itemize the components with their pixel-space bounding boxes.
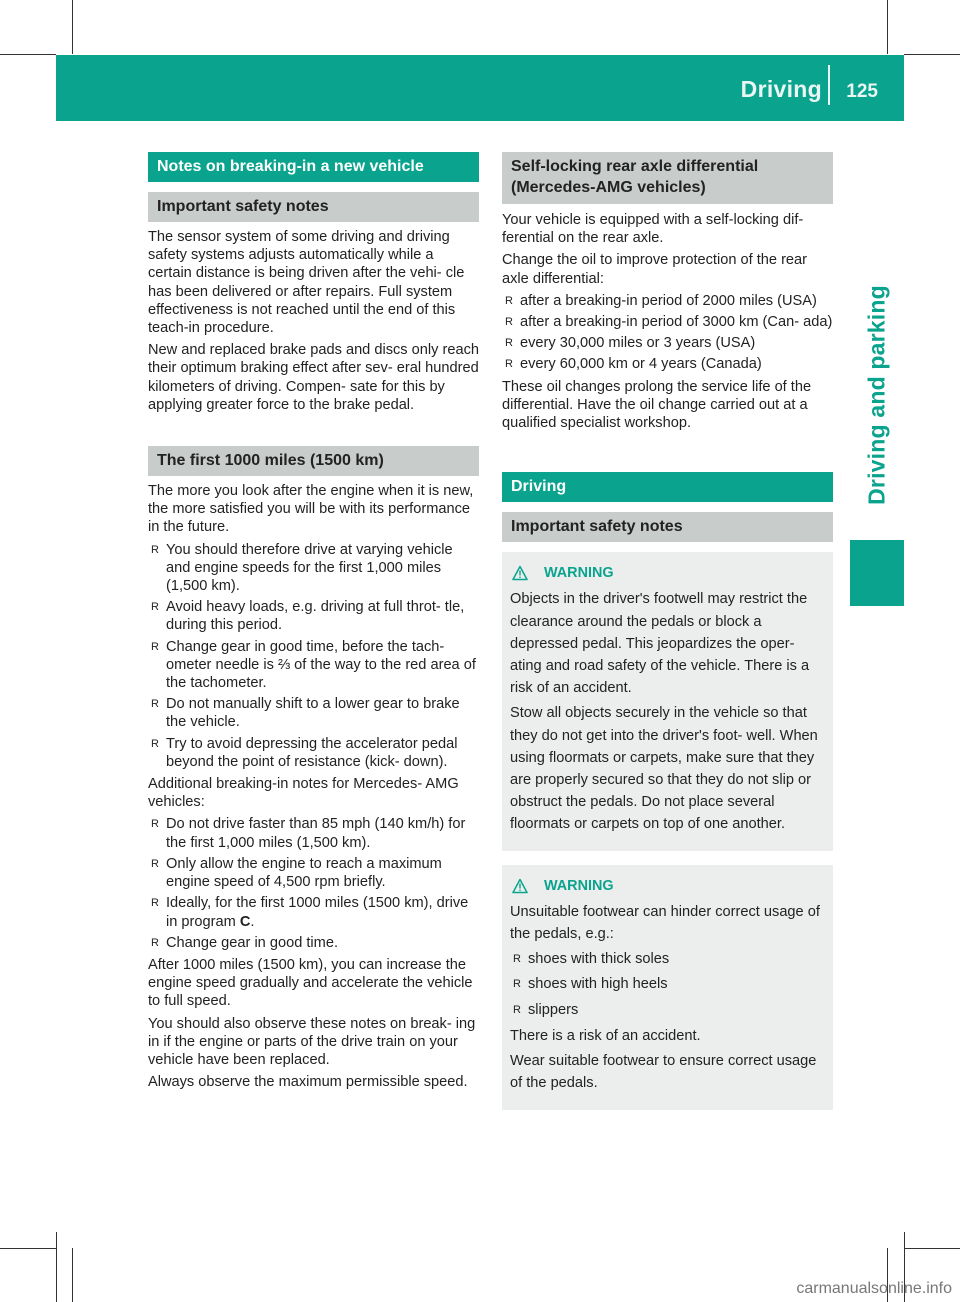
bullet-icon: R <box>505 337 513 350</box>
list-item: R every 60,000 km or 4 years (Canada) <box>505 356 762 373</box>
paragraph: Always observe the maximum permissible speed. <box>148 1074 468 1091</box>
paragraph: Your vehicle is equipped with a self-locking dif- ferential on the rear axle. <box>502 212 804 247</box>
page-number: 125 <box>846 81 878 102</box>
warning-text: Wear suitable footwear to ensure correct usage of the pedals. <box>510 1053 817 1092</box>
list-item: R Do not drive faster than 85 mph (140 km/h) for the first 1,000 miles (1,500 km). <box>151 816 466 851</box>
side-tab-marker <box>850 540 904 606</box>
bullet-icon: R <box>513 1003 521 1016</box>
bullet-list <box>502 292 833 374</box>
paragraph: New and replaced brake pads and discs only reach their optimum braking effect after sev- eral hundred kilometers of driving. Compen- sate for this by applying greater force to the brake pedal. <box>148 342 479 413</box>
list-item: R Change gear in good time, before the tach- ometer needle is ⅔ of the way to the red area of the tachometer. <box>151 638 476 692</box>
warning-text: Stow all objects securely in the vehicle so that they do not get into the driver's foot- well. When using floormats or carpets, make sure that they are properly secured so that they do not slip or obstruct the pedals. Do not place several floormats or carpets on top of one another. <box>510 705 818 833</box>
header-title: Driving <box>740 76 822 102</box>
section-title-driving: Driving <box>502 472 833 502</box>
list-item: R shoes with thick soles <box>510 948 825 970</box>
warning-text: There is a risk of an accident. <box>510 1027 701 1044</box>
warning-label: WARNING <box>544 877 614 894</box>
crop-mark <box>0 1248 56 1249</box>
warning-text: Objects in the driver's footwell may restrict the clearance around the pedals or block a depressed pedal. This jeopardizes the oper- ating and road safety of the vehicle. There is a risk of an accident. <box>510 591 810 697</box>
side-tab-label: Driving and parking <box>863 285 890 505</box>
crop-mark <box>887 0 888 54</box>
list-item: R after a breaking-in period of 3000 km (Can- ada) <box>505 314 833 331</box>
warning-label: WARNING <box>544 565 614 582</box>
bullet-icon: R <box>151 818 159 831</box>
bullet-list <box>148 815 479 951</box>
paragraph: Change the oil to improve protection of the rear axle differential: <box>502 252 808 287</box>
paragraph: The more you look after the engine when it is new, the more satisfied you will be with its performance in the future. <box>148 483 474 536</box>
page-header <box>56 55 904 121</box>
heading-important-safety-notes: Important safety notes <box>148 192 479 222</box>
bullet-icon: R <box>151 601 159 614</box>
bullet-icon: R <box>151 698 159 711</box>
list-item: R Only allow the engine to reach a maximum engine speed of 4,500 rpm briefly. <box>151 855 442 891</box>
paragraph: You should also observe these notes on break- ing in if the engine or parts of the drive train on your vehicle have been replaced. <box>148 1015 476 1068</box>
paragraph: These oil changes prolong the service life of the differential. Have the oil change carried out at a qualified specialist workshop. <box>502 378 812 432</box>
warning-triangle-icon <box>512 878 528 894</box>
crop-mark <box>56 1232 57 1302</box>
bullet-icon: R <box>151 640 159 653</box>
bullet-icon: R <box>151 897 159 910</box>
warning-box <box>502 865 833 1110</box>
section-title-breaking-in: Notes on breaking-in a new vehicle <box>148 152 479 182</box>
heading-important-safety-notes: Important safety notes <box>502 512 833 542</box>
bullet-list <box>148 541 479 771</box>
left-column <box>148 152 479 1095</box>
warning-triangle-icon <box>512 565 528 581</box>
crop-mark <box>72 1248 73 1302</box>
warning-box <box>502 552 833 850</box>
watermark: carmanualsonline.info <box>796 1280 952 1297</box>
bullet-icon: R <box>151 543 159 556</box>
bullet-list <box>510 948 825 1021</box>
heading-rear-axle-differential: Self-locking rear axle differential (Mercedes-AMG vehicles) <box>502 152 833 204</box>
list-item: R Change gear in good time. <box>151 934 338 951</box>
bullet-icon: R <box>513 978 521 991</box>
paragraph: Additional breaking-in notes for Mercedes- AMG vehicles: <box>148 776 459 811</box>
warning-header <box>510 562 825 584</box>
crop-mark <box>0 54 56 55</box>
warning-header <box>510 875 825 897</box>
bullet-icon: R <box>505 294 513 307</box>
list-item: R shoes with high heels <box>510 973 825 995</box>
bullet-icon: R <box>151 936 159 949</box>
crop-mark <box>72 0 73 54</box>
list-item: R Do not manually shift to a lower gear to brake the vehicle. <box>151 696 460 731</box>
header-divider <box>828 65 830 105</box>
bullet-icon: R <box>513 953 521 966</box>
list-item: R slippers <box>510 999 825 1021</box>
list-item: R Try to avoid depressing the accelerator pedal beyond the point of resistance (kick- down). <box>151 735 458 770</box>
paragraph: After 1000 miles (1500 km), you can increase the engine speed gradually and accelerate the vehicle to full speed. <box>148 956 473 1010</box>
bullet-icon: R <box>151 857 159 870</box>
crop-mark <box>904 1248 960 1249</box>
warning-text: Unsuitable footwear can hinder correct usage of the pedals, e.g.: <box>510 903 820 943</box>
list-item: R Avoid heavy loads, e.g. driving at full throt- tle, during this period. <box>151 599 465 634</box>
list-item: R You should therefore drive at varying vehicle and engine speeds for the first 1,000 miles (1,500 km). <box>151 541 453 595</box>
crop-mark <box>904 54 960 55</box>
right-column <box>502 152 833 1110</box>
list-item: R every 30,000 miles or 3 years (USA) <box>505 335 756 352</box>
paragraph: The sensor system of some driving and driving safety systems adjusts automatically while a certain distance is being driven after the vehi- cle has been delivered or after repairs. Full system effectiveness is not reached until the end of this teach-in procedure. <box>148 229 465 337</box>
bullet-icon: R <box>505 358 513 371</box>
bullet-icon: R <box>151 737 159 750</box>
heading-first-1000-miles: The first 1000 miles (1500 km) <box>148 446 479 476</box>
list-item: R after a breaking-in period of 2000 miles (USA) <box>505 292 817 309</box>
list-item: R Ideally, for the first 1000 miles (1500 km), drive in program C. <box>151 895 469 930</box>
bullet-icon: R <box>505 316 513 329</box>
